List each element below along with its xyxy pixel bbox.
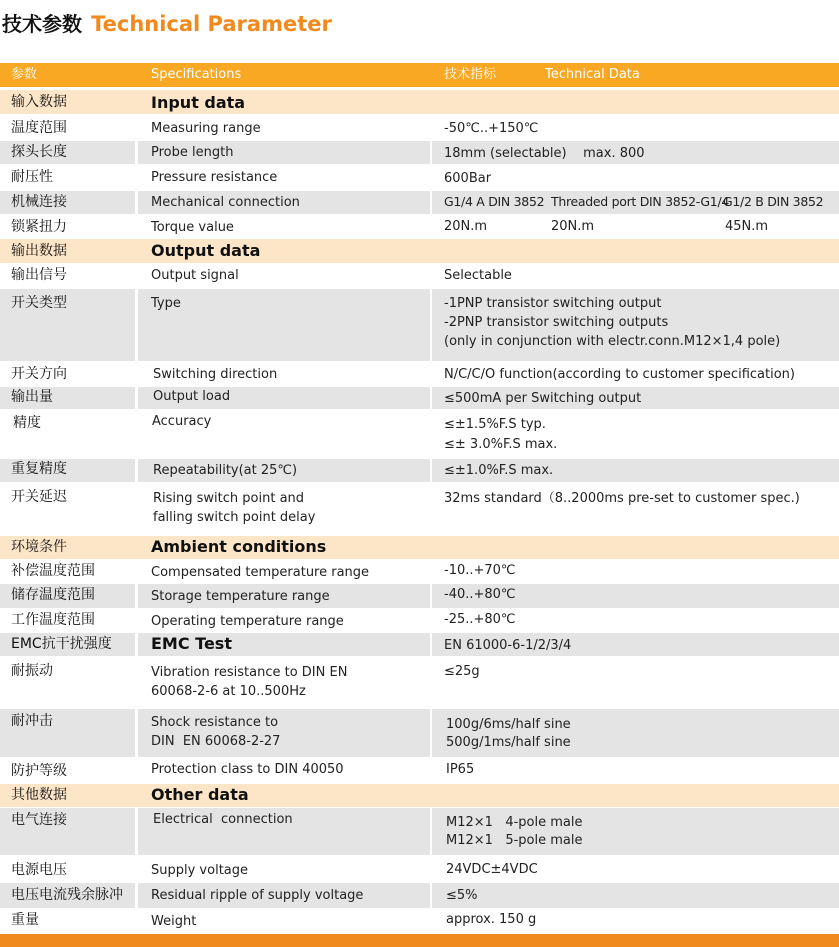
param-en-line: Rising switch point and [153, 491, 305, 506]
header-spec: Specifications [151, 67, 242, 82]
header-tech-en: Technical Data [545, 67, 640, 82]
param-value-3: G1/2 B DIN 3852 [723, 194, 824, 209]
param-en-line: falling switch point delay [153, 510, 316, 525]
param-cn: 补偿温度范围 [11, 563, 95, 579]
table-row [0, 758, 839, 782]
table-row [0, 709, 839, 757]
param-value-1: G1/4 A DIN 3852 [444, 194, 545, 209]
param-cn: 耐冲击 [11, 713, 53, 729]
table-row [0, 633, 839, 656]
table-row [0, 808, 839, 855]
table-header [0, 63, 839, 87]
param-cn: 输出信号 [11, 267, 67, 283]
table-row [0, 560, 839, 583]
param-value: EN 61000-6-1/2/3/4 [444, 638, 572, 653]
param-value-line: (only in conjunction with electr.conn.M12×1,4 pole) [444, 334, 781, 349]
title-cn: 技术参数 [2, 12, 82, 36]
param-cn: 耐振动 [11, 663, 53, 679]
table-row [0, 216, 839, 239]
param-en: Compensated temperature range [151, 565, 370, 580]
table-row [0, 483, 839, 535]
table-row [0, 363, 839, 386]
param-en: Supply voltage [151, 863, 249, 878]
table-row [0, 909, 839, 933]
param-en: Output load [153, 389, 231, 404]
header-tech-cn: 技术指标 [444, 67, 497, 82]
param-en: Torque value [151, 220, 234, 235]
param-cn: 重量 [11, 912, 39, 928]
table-row [0, 459, 839, 482]
param-en: Repeatability(at 25℃) [153, 463, 298, 478]
param-en-line: Vibration resistance to DIN EN [151, 665, 348, 680]
param-value: approx. 150 g [446, 912, 537, 927]
param-value: ≤25g [444, 664, 480, 679]
param-en-line: DIN EN 60068-2-27 [151, 734, 281, 749]
param-cn: EMC抗干扰强度 [11, 636, 112, 652]
param-cn: 探头长度 [11, 144, 67, 160]
param-value: ≤5% [446, 888, 478, 903]
param-value: 32ms standard（8..2000ms pre-set to customer spec.) [444, 491, 800, 506]
table-row [0, 166, 839, 189]
param-value-2: 20N.m [551, 219, 595, 234]
param-en: Storage temperature range [151, 589, 330, 604]
param-en-line: Shock resistance to [151, 715, 279, 730]
param-value: 24VDC±4VDC [446, 862, 538, 877]
param-en: Mechanical connection [151, 195, 300, 210]
param-cn: 防护等级 [11, 763, 67, 779]
table-row [0, 584, 839, 608]
param-en: Electrical connection [153, 812, 293, 827]
param-cn: 电压电流残余脉冲 [11, 887, 123, 903]
section-label-en: Output data [151, 241, 261, 260]
param-en: Protection class to DIN 40050 [151, 762, 344, 777]
param-value: 18mm (selectable) max. 800 [444, 146, 645, 161]
param-value: Selectable [444, 268, 512, 283]
header-param: 参数 [11, 67, 38, 82]
param-value: IP65 [446, 762, 475, 777]
section-label-en: Input data [151, 93, 246, 112]
table-row [0, 883, 839, 908]
table-row [0, 387, 839, 409]
param-en: Measuring range [151, 121, 261, 136]
param-cn: 工作温度范围 [11, 612, 95, 628]
param-en: Weight [151, 914, 197, 929]
param-value-line: -1PNP transistor switching output [444, 296, 662, 311]
param-value-3: 45N.m [725, 219, 769, 234]
param-en: Type [151, 296, 181, 311]
section-label-cn: 输入数据 [11, 94, 67, 110]
param-value: 600Bar [444, 171, 492, 186]
param-value-line: 100g/6ms/half sine [446, 717, 571, 732]
param-value: N/C/C/O function(according to customer specification) [444, 367, 795, 382]
param-value: ≤±1.0%F.S max. [444, 463, 554, 478]
param-cn: 重复精度 [11, 461, 67, 477]
section-output [0, 239, 839, 263]
param-cn: 电源电压 [11, 862, 67, 878]
param-cn: 机械连接 [11, 194, 67, 210]
param-value: ≤500mA per Switching output [444, 391, 642, 406]
param-cn: 储存温度范围 [11, 587, 95, 603]
param-cn: 开关类型 [11, 295, 67, 311]
param-value-line: M12×1 4-pole male [446, 815, 583, 830]
param-value: -25..+80℃ [444, 612, 516, 627]
param-en-line: 60068-2-6 at 10..500Hz [151, 684, 306, 699]
table-row [0, 116, 839, 139]
param-en: Pressure resistance [151, 170, 278, 185]
param-cn: 耐压性 [11, 169, 53, 185]
param-en: Residual ripple of supply voltage [151, 888, 364, 903]
param-value-line: ≤±1.5%F.S typ. [444, 417, 546, 432]
param-en: Operating temperature range [151, 614, 344, 629]
param-en: EMC Test [151, 634, 232, 653]
param-cn: 精度 [13, 415, 41, 431]
param-en: Accuracy [152, 414, 212, 429]
section-label-cn: 其他数据 [11, 787, 67, 803]
param-value-line: ≤± 3.0%F.S max. [444, 437, 558, 452]
param-en: Switching direction [153, 367, 278, 382]
table-row [0, 658, 839, 708]
param-cn: 输出量 [11, 389, 53, 405]
param-value: -40..+80℃ [444, 587, 516, 602]
section-label-cn: 输出数据 [11, 243, 67, 259]
section-input [0, 90, 839, 114]
param-value-line: -2PNP transistor switching outputs [444, 315, 669, 330]
param-value-line: M12×1 5-pole male [446, 833, 583, 848]
section-label-cn: 环境条件 [11, 539, 67, 555]
param-cn: 开关方向 [11, 366, 67, 382]
table-row [0, 410, 839, 458]
table-row [0, 141, 839, 164]
param-value: -10..+70℃ [444, 563, 516, 578]
table-row [0, 191, 839, 214]
page-title [2, 8, 332, 48]
param-cn: 锁紧扭力 [11, 219, 67, 235]
section-ambient [0, 536, 839, 559]
table-row [0, 856, 839, 882]
param-cn: 温度范围 [11, 120, 67, 136]
param-cn: 电气连接 [11, 812, 67, 828]
section-label-en: Ambient conditions [151, 537, 327, 556]
table-row [0, 264, 839, 287]
param-cn: 开关延迟 [11, 489, 67, 505]
table-row [0, 289, 839, 361]
table-row [0, 609, 839, 632]
param-value: -50℃..+150℃ [444, 121, 539, 136]
param-value-line: 500g/1ms/half sine [446, 735, 571, 750]
bottom-bar [0, 934, 839, 947]
param-en: Probe length [151, 145, 234, 160]
section-other [0, 784, 839, 807]
param-value-2: Threaded port DIN 3852-G1/4 [551, 194, 730, 209]
section-label-en: Other data [151, 785, 249, 804]
param-en: Output signal [151, 268, 239, 283]
title-en: Technical Parameter [91, 12, 332, 36]
param-value-1: 20N.m [444, 219, 488, 234]
